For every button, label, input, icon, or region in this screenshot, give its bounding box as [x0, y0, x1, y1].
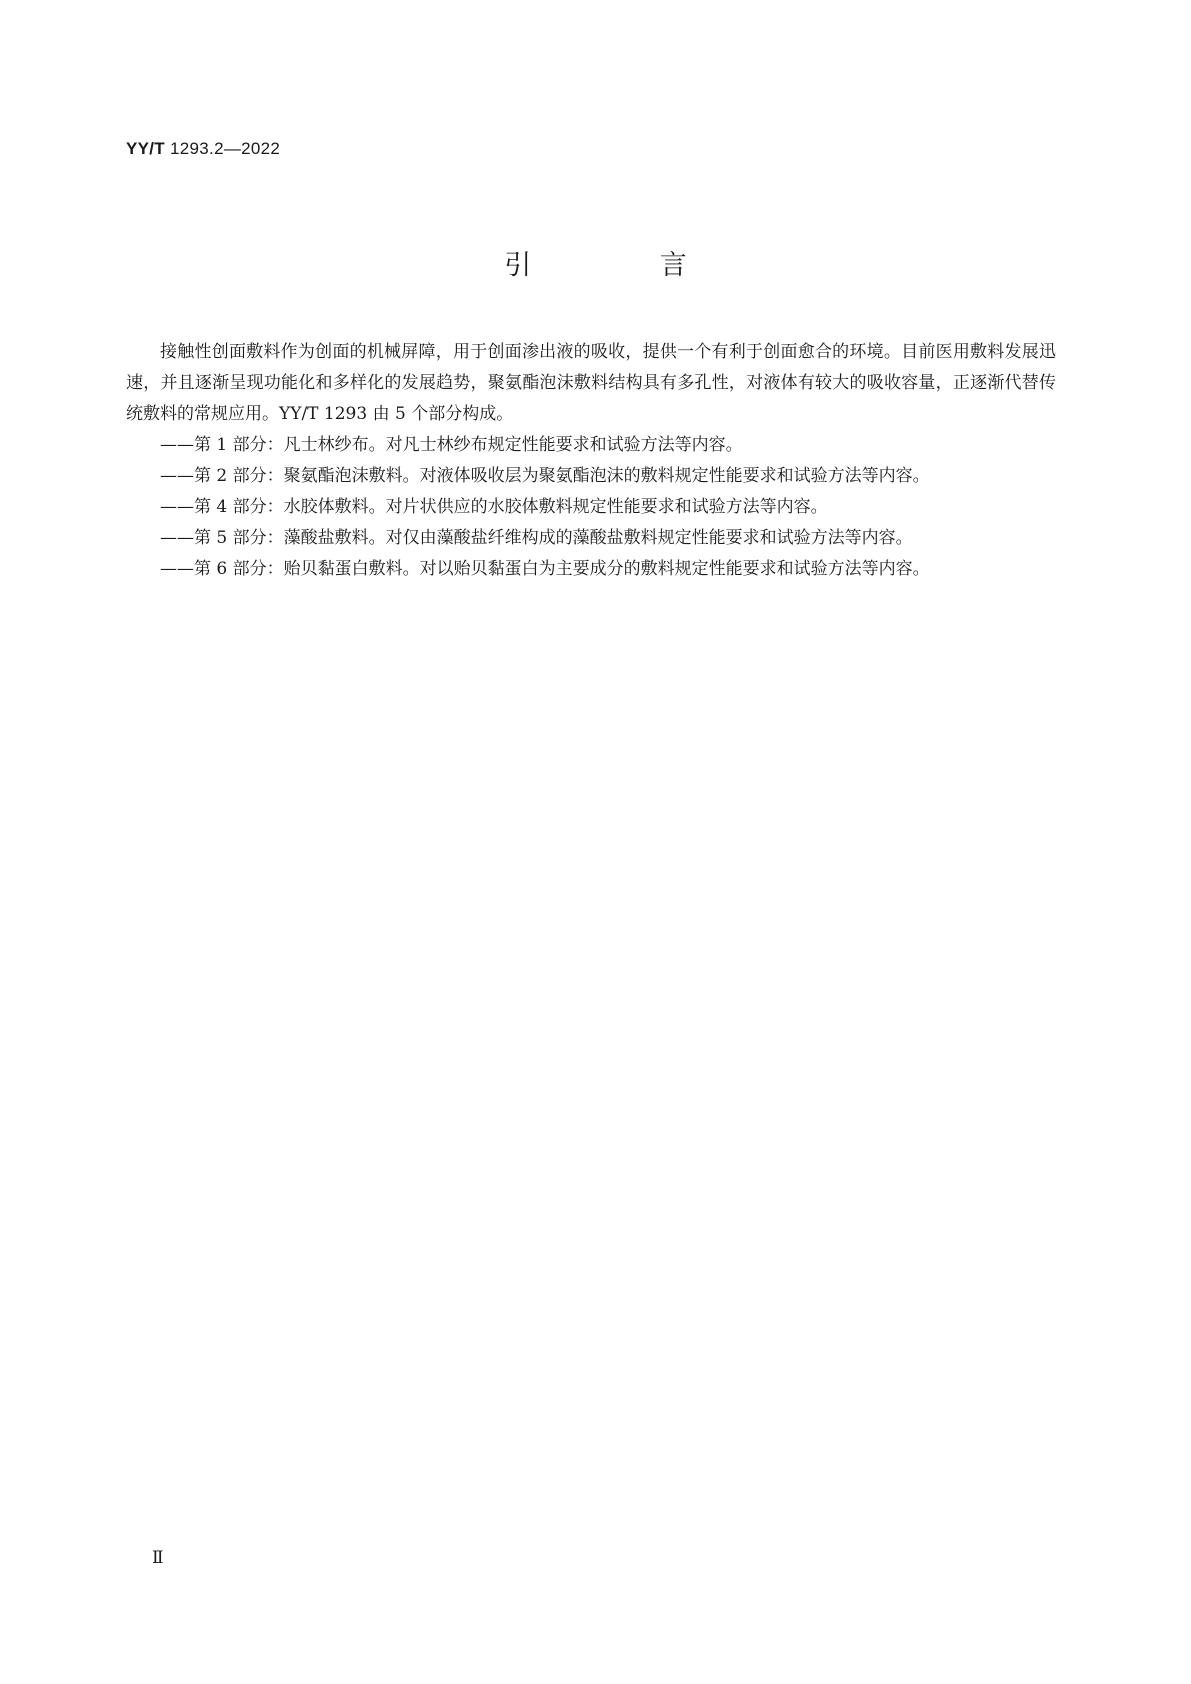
intro-paragraph: 接触性创面敷料作为创面的机械屏障，用于创面渗出液的吸收，提供一个有利于创面愈合的环境。目前医用敷料发展迅速，并且逐渐呈现功能化和多样化的发展趋势，聚氨酯泡沫敷料结构具有多孔性，对液体有较大的吸收容量，正逐渐代替传统敷料的常规应用。YY/T 1293 由 5 个部分构成。: [126, 342, 1056, 424]
part-item-5: ——第 5 部分：藻酸盐敷料。对仅由藻酸盐纤维构成的藻酸盐敷料规定性能要求和试验方法等内容。: [160, 528, 913, 548]
standard-code: YY/T: [126, 139, 165, 158]
document-header: [126, 139, 280, 159]
part-item-2: ——第 2 部分：聚氨酯泡沫敷料。对液体吸收层为聚氨酯泡沫的敷料规定性能要求和试验方法等内容。: [160, 466, 930, 486]
standard-number: 1293.2—2022: [170, 139, 281, 158]
part-item-6: ——第 6 部分：贻贝黏蛋白敷料。对以贻贝黏蛋白为主要成分的敷料规定性能要求和试验方法等内容。: [160, 559, 930, 579]
part-item-4: ——第 4 部分：水胶体敷料。对片状供应的水胶体敷料规定性能要求和试验方法等内容。: [160, 497, 828, 517]
document-body: [126, 337, 1056, 585]
parts-list: [126, 430, 1056, 585]
part-item-1: ——第 1 部分：凡士林纱布。对凡士林纱布规定性能要求和试验方法等内容。: [160, 435, 743, 455]
page-title: 引 言: [504, 250, 747, 281]
page-number: Ⅱ: [152, 1548, 164, 1568]
